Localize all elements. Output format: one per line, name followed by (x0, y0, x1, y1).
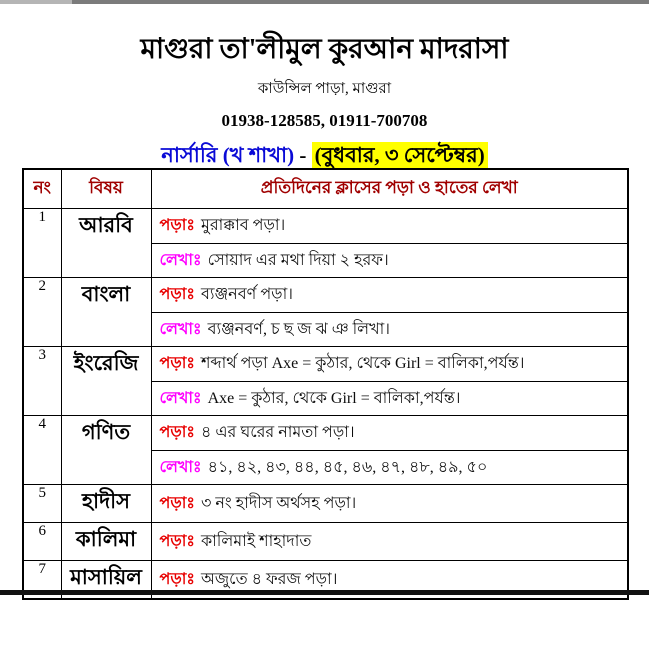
table-row (23, 346, 628, 415)
lesson-table (22, 168, 629, 600)
lesson-line-pora (152, 278, 628, 312)
header-lessons: প্রতিদিনের ক্লাসের পড়া ও হাতের লেখা (151, 169, 628, 208)
header-serial: নং (23, 169, 61, 208)
table-header-row (23, 169, 628, 208)
subject-name: ইংরেজি (61, 346, 151, 415)
lesson-content-cell (151, 277, 628, 346)
lesson-text: মুরাক্কাব পড়া। (200, 217, 286, 234)
subject-name: আরবি (61, 208, 151, 277)
pora-label: পড়াঃ (159, 286, 195, 303)
subject-name: গণিত (61, 415, 151, 484)
lesson-text: অজুতে ৪ ফরজ পড়া। (200, 570, 338, 588)
table-row (23, 522, 628, 560)
lesson-line-pora (152, 485, 628, 522)
top-edge-bar-right (72, 0, 649, 4)
school-name: মাগুরা তা'লীমুল কুরআন মাদরাসা (140, 34, 509, 65)
pora-label: পড়াঃ (159, 217, 195, 234)
table-row (23, 484, 628, 522)
table-row (23, 208, 628, 277)
header-subject: বিষয় (61, 169, 151, 208)
lesson-line-lekha (152, 381, 628, 415)
lesson-line-pora (152, 416, 628, 450)
top-edge-bar-left (0, 0, 72, 4)
lesson-content-cell (151, 208, 628, 277)
row-number: 5 (23, 484, 61, 522)
lesson-text: ৪ এর ঘরের নামতা পড়া। (200, 424, 355, 441)
lekha-label: লেখাঃ (159, 458, 202, 476)
lesson-text: ব্যঞ্জনবর্ণ পড়া। (200, 286, 293, 303)
row-number: 2 (23, 277, 61, 346)
lesson-text: কালিমাই শাহাদাত (200, 532, 312, 550)
lesson-content-cell (151, 484, 628, 522)
lesson-text: ৩ নং হাদীস অর্থসহ পড়া। (200, 494, 357, 512)
lesson-text: Axe = কুঠার, থেকে Girl = বালিকা,পর্যন্ত। (207, 389, 461, 407)
subject-name: মাসায়িল (61, 560, 151, 599)
lesson-text: ব্যঞ্জনবর্ণ, চ ছ জ ঝ ঞ লিখা। (207, 320, 390, 338)
subject-name: হাদীস (61, 484, 151, 522)
table-row (23, 415, 628, 484)
lesson-line-lekha (152, 243, 628, 277)
subject-name: কালিমা (61, 522, 151, 560)
pora-label: পড়াঃ (159, 494, 195, 512)
row-number: 3 (23, 346, 61, 415)
lesson-content-cell (151, 346, 628, 415)
row-number: 7 (23, 560, 61, 599)
lesson-text: সোয়াদ এর মথা দিয়া ২ হরফ। (207, 251, 389, 269)
lesson-line-pora (152, 209, 628, 243)
phone-numbers: 01938-128585, 01911-700708 (221, 111, 428, 130)
pora-label: পড়াঃ (159, 532, 195, 550)
subject-name: বাংলা (61, 277, 151, 346)
school-address: কাউন্সিল পাড়া, মাগুরা (257, 81, 392, 97)
document-header (0, 32, 649, 174)
lesson-line-lekha (152, 450, 628, 484)
row-number: 6 (23, 522, 61, 560)
bottom-divider-bar (0, 590, 649, 595)
lesson-content-cell (151, 415, 628, 484)
lesson-content-cell (151, 522, 628, 560)
lekha-label: লেখাঃ (159, 320, 202, 338)
row-number: 4 (23, 415, 61, 484)
lesson-line-pora (152, 347, 628, 381)
date-highlight: (বুধবার, ৩ সেপ্টেম্বর) (312, 142, 488, 168)
separator-dash: - (294, 143, 312, 167)
lesson-text: শব্দার্থ পড়া Axe = কুঠার, থেকে Girl = বালিকা,পর্যন্ত। (200, 355, 525, 372)
lesson-line-lekha (152, 312, 628, 346)
pora-label: পড়াঃ (159, 424, 195, 441)
lesson-text: ৪১, ৪২, ৪৩, ৪৪, ৪৫, ৪৬, ৪৭, ৪৮, ৪৯, ৫০ (207, 458, 488, 476)
pora-label: পড়াঃ (159, 355, 195, 372)
lekha-label: লেখাঃ (159, 389, 202, 407)
lesson-line-pora (152, 523, 628, 560)
row-number: 1 (23, 208, 61, 277)
lekha-label: লেখাঃ (159, 251, 202, 269)
pora-label: পড়াঃ (159, 570, 195, 588)
class-section-label: নার্সারি (খ শাখা) (161, 143, 295, 167)
table-row (23, 277, 628, 346)
